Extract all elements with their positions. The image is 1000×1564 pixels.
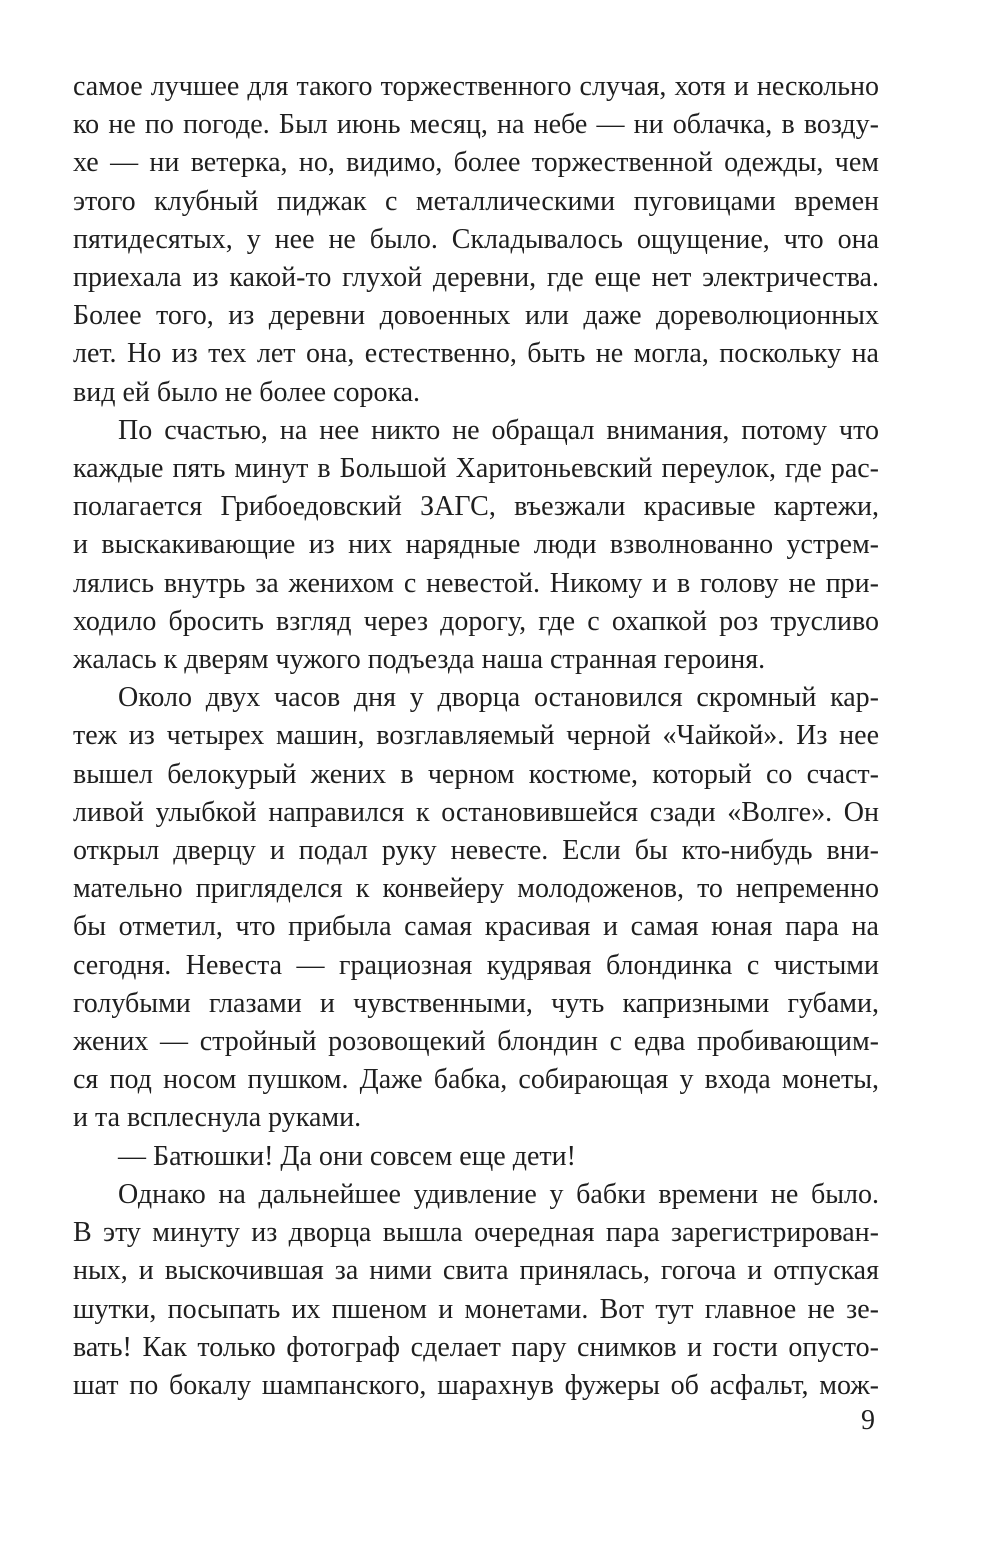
paragraph [73, 679, 879, 1137]
paragraph [73, 1176, 879, 1405]
text-line: самое лучшее для такого торжественного случая, хотя и нескольно [73, 71, 879, 102]
text-line: этого клубный пиджак с металлическими пуговицами времен [73, 185, 879, 217]
text-line: жалась к дверям чужого подъезда наша странная героиня. [73, 644, 766, 676]
text-line: Однако на дальнейшее удивление у бабки времени не было. [118, 1178, 879, 1210]
text-line: бы отметил, что прибыла самая красивая и самая юная пара на [73, 911, 879, 943]
text-line: Около двух часов дня у дворца остановился скромный кар- [118, 682, 879, 714]
text-line: ных, и выскочившая за ними свита принялась, гогоча и отпуская [73, 1255, 879, 1287]
text-line: открыл дверцу и подал руку невесте. Если бы кто-нибудь вни- [73, 835, 879, 867]
paragraph [73, 412, 879, 679]
page-text [73, 68, 879, 1405]
text-line: и выскакивающие из них нарядные люди взволнованно устрем- [73, 529, 879, 561]
text-line: сегодня. Невеста — грациозная кудрявая блондинка с чистыми [73, 949, 879, 981]
text-line: Более того, из деревни довоенных или даже дореволюционных [73, 300, 879, 332]
text-line: ходило бросить взгляд через дорогу, где с охапкой роз трусливо [73, 605, 879, 637]
text-line: голубыми глазами и чувственными, чуть капризными губами, [73, 987, 879, 1019]
text-line: лялись внутрь за женихом с невестой. Никому и в голову не при- [73, 567, 879, 599]
text-line: мательно пригляделся к конвейеру молодоженов, то непременно [73, 873, 879, 905]
text-line: каждые пять минут в Большой Харитоньевский переулок, где рас- [73, 453, 879, 485]
dialogue-paragraph [73, 1138, 879, 1176]
text-line: шат по бокалу шампанского, шарахнув фужеры об асфальт, мож- [73, 1369, 879, 1401]
text-line: пятидесятых, у нее не было. Складывалось ощущение, что она [73, 223, 879, 255]
text-line: ко не по погоде. Был июнь месяц, на небе — ни облачка, в возду- [73, 109, 879, 141]
text-line: лет. Но из тех лет она, естественно, быть не могла, поскольку на [73, 338, 879, 370]
text-line: ливой улыбкой направился к остановившейся сзади «Волге». Он [73, 796, 879, 828]
text-line: полагается Грибоедовский ЗАГС, въезжали красивые картежи, [73, 491, 879, 523]
text-line: В эту минуту из дворца вышла очередная пара зарегистрирован- [73, 1217, 879, 1249]
text-line: теж из четырех машин, возглавляемый черной «Чайкой». Из нее [73, 720, 879, 752]
text-line: По счастью, на нее никто не обращал внимания, потому что [118, 414, 879, 446]
text-line: хе — ни ветерка, но, видимо, более торжественной одежды, чем [73, 147, 879, 179]
text-line: жених — стройный розовощекий блондин с едва пробивающим- [73, 1026, 879, 1058]
text-line: и та всплеснула руками. [73, 1102, 362, 1134]
text-line: вышел белокурый жених в черном костюме, который со счаст- [73, 758, 879, 790]
page-number: 9 [861, 1405, 875, 1436]
text-line: вать! Как только фотограф сделает пару снимков и гости опусто- [73, 1331, 879, 1363]
text-line: вид ей было не более сорока. [73, 376, 421, 408]
text-line: приехала из какой-то глухой деревни, где еще нет электричества. [73, 262, 879, 294]
text-line: шутки, посыпать их пшеном и монетами. Вот тут главное не зе- [73, 1293, 879, 1325]
text-line: — Батюшки! Да они совсем еще дети! [118, 1140, 576, 1172]
paragraph [73, 68, 879, 412]
text-line: ся под носом пушком. Даже бабка, собирающая у входа монеты, [73, 1064, 879, 1096]
